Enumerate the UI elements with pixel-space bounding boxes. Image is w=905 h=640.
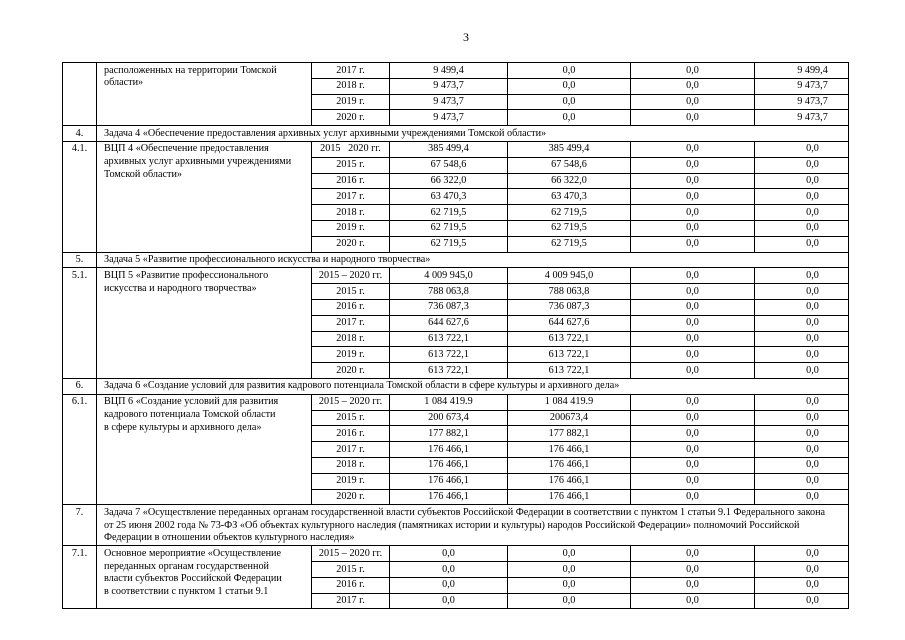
period-row — [63, 268, 849, 284]
amount-cell-3: 0,0 — [631, 189, 755, 205]
amount-cell-4: 0,0 — [755, 205, 849, 221]
amount-cell-2: 0,0 — [508, 94, 631, 110]
amount-cell-4: 0,0 — [755, 426, 849, 442]
period-label: 2017 г. — [312, 63, 390, 79]
amount-cell-4: 0,0 — [755, 473, 849, 489]
amount-cell-2: 0,0 — [508, 546, 631, 562]
task-number: 6. — [63, 378, 97, 394]
program-number: 6.1. — [63, 394, 97, 505]
amount-cell-2: 0,0 — [508, 562, 631, 578]
task-title: Задача 7 «Осуществление переданных органам государственной власти субъектов Российской Федерации в соответствии с пунктом 1 статьи 9.1 Федерального закона от 25 июня 2002 года № 73-ФЗ «Об объектах культурного наследия (памятниках истории и культуры) народов Российской Федерации» полномочий Российской Федерации в отношении объектов культурного наследия» — [97, 505, 849, 546]
period-label: 2015 2020 гг. — [312, 141, 390, 157]
amount-cell-3: 0,0 — [631, 593, 755, 609]
task-number: 7. — [63, 505, 97, 546]
period-label: 2020 г. — [312, 236, 390, 252]
amount-cell-1: 9 473,7 — [390, 78, 508, 94]
amount-cell-1: 0,0 — [390, 546, 508, 562]
amount-cell-2: 176 466,1 — [508, 457, 631, 473]
amount-cell-3: 0,0 — [631, 473, 755, 489]
amount-cell-1: 67 548,6 — [390, 157, 508, 173]
amount-cell-4: 0,0 — [755, 299, 849, 315]
amount-cell-3: 0,0 — [631, 284, 755, 300]
period-label: 2015 – 2020 гг. — [312, 268, 390, 284]
amount-cell-1: 177 882,1 — [390, 426, 508, 442]
period-label: 2016 г. — [312, 426, 390, 442]
data-table-body — [63, 63, 849, 609]
program-name: расположенных на территории Томской области» — [97, 63, 312, 126]
period-label: 2018 г. — [312, 78, 390, 94]
amount-cell-3: 0,0 — [631, 347, 755, 363]
amount-cell-2: 63 470,3 — [508, 189, 631, 205]
program-name: Основное мероприятие «Осуществление переданных органам государственной власти субъектов Российской Федерации в соответствии с пунктом 1 статьи 9.1 — [97, 546, 312, 609]
period-label: 2015 – 2020 гг. — [312, 394, 390, 410]
amount-cell-1: 736 087,3 — [390, 299, 508, 315]
amount-cell-3: 0,0 — [631, 363, 755, 379]
task-row — [63, 252, 849, 268]
amount-cell-1: 63 470,3 — [390, 189, 508, 205]
amount-cell-1: 385 499,4 — [390, 141, 508, 157]
amount-cell-1: 644 627,6 — [390, 315, 508, 331]
period-label: 2015 г. — [312, 410, 390, 426]
program-number: 7.1. — [63, 546, 97, 609]
amount-cell-1: 176 466,1 — [390, 489, 508, 505]
amount-cell-1: 9 499,4 — [390, 63, 508, 79]
amount-cell-4: 0,0 — [755, 577, 849, 593]
amount-cell-4: 9 473,7 — [755, 94, 849, 110]
amount-cell-1: 200 673,4 — [390, 410, 508, 426]
period-label: 2019 г. — [312, 220, 390, 236]
amount-cell-3: 0,0 — [631, 299, 755, 315]
task-row — [63, 126, 849, 142]
task-title: Задача 5 «Развитие профессионального искусства и народного творчества» — [97, 252, 849, 268]
data-table — [62, 62, 849, 609]
amount-cell-2: 176 466,1 — [508, 442, 631, 458]
amount-cell-4: 0,0 — [755, 347, 849, 363]
amount-cell-2: 176 466,1 — [508, 473, 631, 489]
period-row — [63, 63, 849, 79]
period-row — [63, 546, 849, 562]
amount-cell-4: 0,0 — [755, 284, 849, 300]
amount-cell-4: 0,0 — [755, 236, 849, 252]
amount-cell-1: 62 719,5 — [390, 205, 508, 221]
amount-cell-2: 788 063,8 — [508, 284, 631, 300]
period-label: 2020 г. — [312, 110, 390, 126]
program-name: ВЦП 5 «Развитие профессионального искусства и народного творчества» — [97, 268, 312, 379]
period-label: 2016 г. — [312, 577, 390, 593]
amount-cell-2: 613 722,1 — [508, 363, 631, 379]
amount-cell-2: 62 719,5 — [508, 236, 631, 252]
amount-cell-4: 0,0 — [755, 331, 849, 347]
period-label: 2017 г. — [312, 593, 390, 609]
program-number — [63, 63, 97, 126]
amount-cell-2: 613 722,1 — [508, 347, 631, 363]
amount-cell-3: 0,0 — [631, 562, 755, 578]
amount-cell-3: 0,0 — [631, 457, 755, 473]
amount-cell-4: 0,0 — [755, 394, 849, 410]
amount-cell-4: 0,0 — [755, 593, 849, 609]
amount-cell-3: 0,0 — [631, 63, 755, 79]
amount-cell-2: 66 322,0 — [508, 173, 631, 189]
amount-cell-1: 613 722,1 — [390, 331, 508, 347]
amount-cell-2: 0,0 — [508, 63, 631, 79]
amount-cell-3: 0,0 — [631, 110, 755, 126]
amount-cell-4: 9 473,7 — [755, 110, 849, 126]
page-number: 3 — [463, 30, 469, 44]
amount-cell-4: 0,0 — [755, 562, 849, 578]
amount-cell-3: 0,0 — [631, 331, 755, 347]
amount-cell-1: 62 719,5 — [390, 220, 508, 236]
period-label: 2017 г. — [312, 189, 390, 205]
task-number: 5. — [63, 252, 97, 268]
amount-cell-1: 4 009 945,0 — [390, 268, 508, 284]
amount-cell-3: 0,0 — [631, 546, 755, 562]
task-title: Задача 4 «Обеспечение предоставления архивных услуг архивными учреждениями Томской области» — [97, 126, 849, 142]
period-label: 2015 – 2020 гг. — [312, 546, 390, 562]
amount-cell-1: 176 466,1 — [390, 457, 508, 473]
period-row — [63, 141, 849, 157]
amount-cell-4: 9 499,4 — [755, 63, 849, 79]
period-label: 2019 г. — [312, 94, 390, 110]
amount-cell-3: 0,0 — [631, 268, 755, 284]
task-title: Задача 6 «Создание условий для развития кадрового потенциала Томской области в сфере культуры и архивного дела» — [97, 378, 849, 394]
amount-cell-1: 1 084 419.9 — [390, 394, 508, 410]
amount-cell-1: 0,0 — [390, 562, 508, 578]
amount-cell-2: 613 722,1 — [508, 331, 631, 347]
amount-cell-4: 0,0 — [755, 546, 849, 562]
program-name: ВЦП 6 «Создание условий для развития кадрового потенциала Томской области в сфере культуры и архивного дела» — [97, 394, 312, 505]
amount-cell-4: 0,0 — [755, 268, 849, 284]
amount-cell-3: 0,0 — [631, 489, 755, 505]
period-label: 2018 г. — [312, 205, 390, 221]
amount-cell-2: 177 882,1 — [508, 426, 631, 442]
amount-cell-1: 9 473,7 — [390, 110, 508, 126]
period-label: 2016 г. — [312, 299, 390, 315]
amount-cell-2: 0,0 — [508, 110, 631, 126]
amount-cell-3: 0,0 — [631, 205, 755, 221]
amount-cell-2: 4 009 945,0 — [508, 268, 631, 284]
amount-cell-3: 0,0 — [631, 577, 755, 593]
amount-cell-1: 62 719,5 — [390, 236, 508, 252]
period-label: 2017 г. — [312, 315, 390, 331]
period-label: 2020 г. — [312, 489, 390, 505]
period-label: 2019 г. — [312, 473, 390, 489]
amount-cell-1: 613 722,1 — [390, 347, 508, 363]
program-number: 5.1. — [63, 268, 97, 379]
amount-cell-1: 0,0 — [390, 593, 508, 609]
period-label: 2020 г. — [312, 363, 390, 379]
amount-cell-1: 176 466,1 — [390, 473, 508, 489]
amount-cell-4: 0,0 — [755, 220, 849, 236]
amount-cell-3: 0,0 — [631, 173, 755, 189]
amount-cell-2: 0,0 — [508, 78, 631, 94]
amount-cell-3: 0,0 — [631, 394, 755, 410]
amount-cell-2: 200673,4 — [508, 410, 631, 426]
task-row — [63, 505, 849, 546]
amount-cell-4: 0,0 — [755, 157, 849, 173]
program-name: ВЦП 4 «Обеспечение предоставления архивных услуг архивными учреждениями Томской области» — [97, 141, 312, 252]
amount-cell-1: 176 466,1 — [390, 442, 508, 458]
period-label: 2017 г. — [312, 442, 390, 458]
amount-cell-2: 67 548,6 — [508, 157, 631, 173]
amount-cell-3: 0,0 — [631, 78, 755, 94]
amount-cell-4: 9 473,7 — [755, 78, 849, 94]
amount-cell-3: 0,0 — [631, 236, 755, 252]
amount-cell-2: 0,0 — [508, 577, 631, 593]
amount-cell-3: 0,0 — [631, 157, 755, 173]
period-label: 2015 г. — [312, 562, 390, 578]
amount-cell-2: 62 719,5 — [508, 220, 631, 236]
amount-cell-3: 0,0 — [631, 94, 755, 110]
amount-cell-2: 385 499,4 — [508, 141, 631, 157]
amount-cell-4: 0,0 — [755, 173, 849, 189]
period-label: 2018 г. — [312, 457, 390, 473]
period-label: 2016 г. — [312, 173, 390, 189]
amount-cell-1: 613 722,1 — [390, 363, 508, 379]
amount-cell-4: 0,0 — [755, 410, 849, 426]
period-label: 2019 г. — [312, 347, 390, 363]
amount-cell-2: 176 466,1 — [508, 489, 631, 505]
amount-cell-4: 0,0 — [755, 363, 849, 379]
task-row — [63, 378, 849, 394]
period-label: 2015 г. — [312, 157, 390, 173]
task-number: 4. — [63, 126, 97, 142]
amount-cell-4: 0,0 — [755, 315, 849, 331]
amount-cell-2: 644 627,6 — [508, 315, 631, 331]
amount-cell-3: 0,0 — [631, 141, 755, 157]
amount-cell-4: 0,0 — [755, 489, 849, 505]
amount-cell-3: 0,0 — [631, 220, 755, 236]
amount-cell-2: 62 719,5 — [508, 205, 631, 221]
period-label: 2018 г. — [312, 331, 390, 347]
program-number: 4.1. — [63, 141, 97, 252]
amount-cell-3: 0,0 — [631, 410, 755, 426]
amount-cell-4: 0,0 — [755, 457, 849, 473]
period-row — [63, 394, 849, 410]
amount-cell-4: 0,0 — [755, 189, 849, 205]
amount-cell-1: 66 322,0 — [390, 173, 508, 189]
amount-cell-3: 0,0 — [631, 315, 755, 331]
amount-cell-2: 0,0 — [508, 593, 631, 609]
amount-cell-3: 0,0 — [631, 442, 755, 458]
amount-cell-2: 736 087,3 — [508, 299, 631, 315]
amount-cell-4: 0,0 — [755, 442, 849, 458]
amount-cell-1: 9 473,7 — [390, 94, 508, 110]
amount-cell-1: 0,0 — [390, 577, 508, 593]
period-label: 2015 г. — [312, 284, 390, 300]
amount-cell-1: 788 063,8 — [390, 284, 508, 300]
amount-cell-2: 1 084 419.9 — [508, 394, 631, 410]
amount-cell-4: 0,0 — [755, 141, 849, 157]
amount-cell-3: 0,0 — [631, 426, 755, 442]
